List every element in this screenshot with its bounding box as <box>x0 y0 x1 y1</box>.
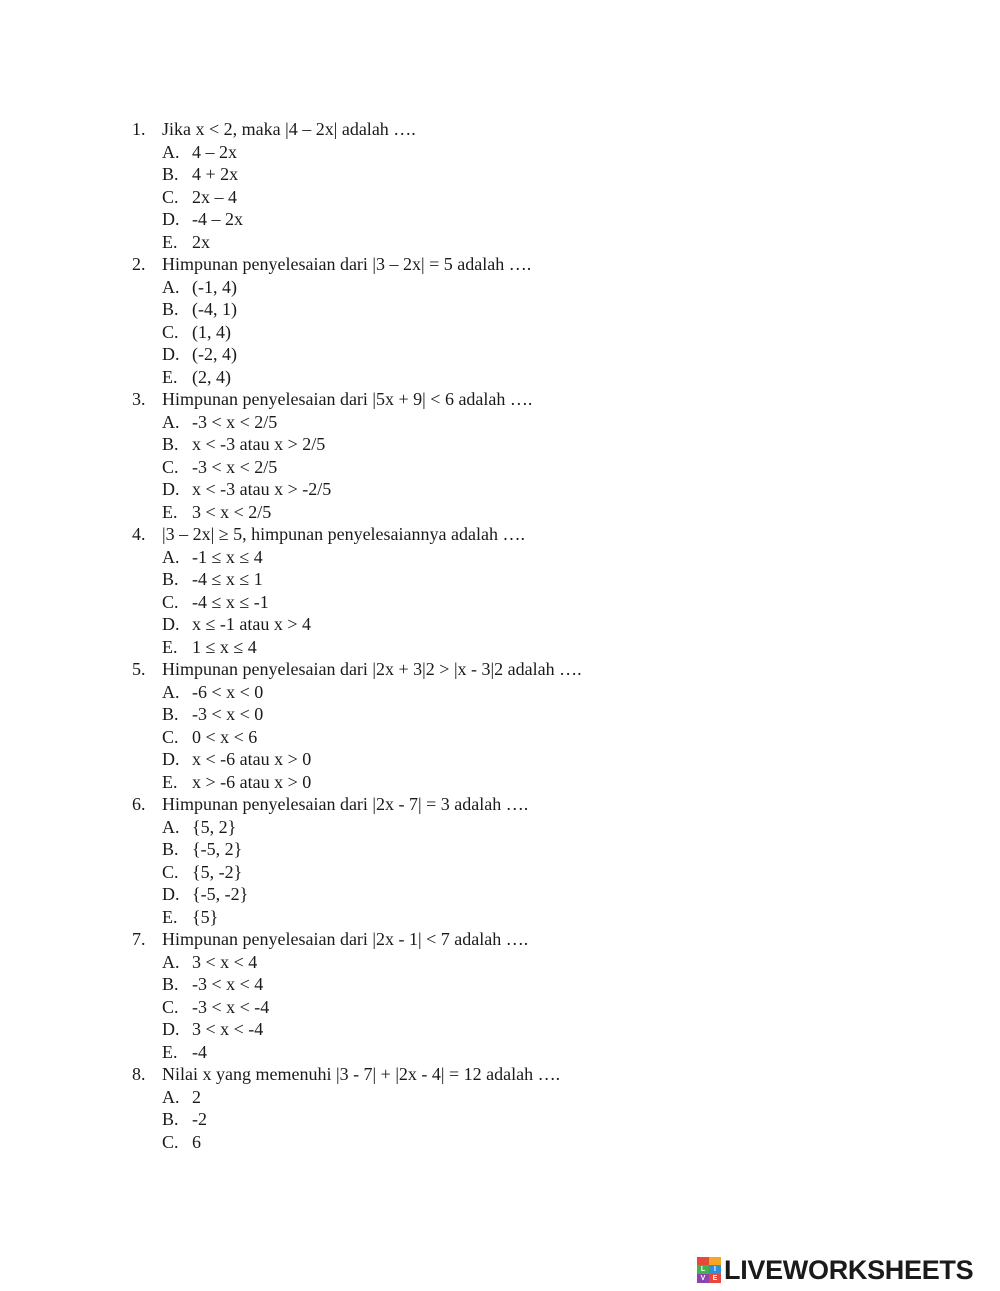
option-letter: E. <box>162 906 178 927</box>
question-number: 3. <box>132 389 146 409</box>
option-letter: C. <box>162 591 179 612</box>
option-text: -4 <box>192 1041 207 1062</box>
option-text: 4 + 2x <box>192 164 239 184</box>
option-letter: C. <box>162 321 179 342</box>
option-letter: A. <box>162 546 180 567</box>
option-letter: B. <box>162 704 179 724</box>
option-letter: A. <box>162 816 180 837</box>
question-text: Himpunan penyelesaian dari |2x - 1| < 7 adalah …. <box>162 929 529 949</box>
option-letter: B. <box>162 569 179 589</box>
option-text: (-4, 1) <box>192 299 237 319</box>
option-letter: B. <box>162 974 179 994</box>
logo-tile <box>709 1257 721 1265</box>
option-text: -3 < x < 4 <box>192 974 264 994</box>
question-number: 6. <box>132 794 146 814</box>
question-number: 1. <box>132 119 146 139</box>
option-letter: B. <box>162 1109 179 1129</box>
option-text: -3 < x < 2/5 <box>192 411 278 432</box>
option-text: (-2, 4) <box>192 344 237 364</box>
option-text: 3 < x < 4 <box>192 951 258 972</box>
option-letter: B. <box>162 434 179 454</box>
question-text: Himpunan penyelesaian dari |2x - 7| = 3 adalah …. <box>162 794 529 814</box>
option-text: 1 ≤ x ≤ 4 <box>192 636 257 657</box>
liveworksheets-logo <box>697 1253 973 1287</box>
question-number: 5. <box>132 659 146 679</box>
option-text: {5, -2} <box>192 861 243 882</box>
option-text: -1 ≤ x ≤ 4 <box>192 546 263 567</box>
option-text: 2 <box>192 1086 201 1107</box>
option-letter: A. <box>162 1086 180 1107</box>
option-letter: B. <box>162 164 179 184</box>
option-text: -4 – 2x <box>192 209 243 229</box>
question-text: Nilai x yang memenuhi |3 - 7| + |2x - 4| = 12 adalah …. <box>162 1064 561 1084</box>
option-text: x < -6 atau x > 0 <box>192 749 312 769</box>
option-letter: A. <box>162 276 180 297</box>
option-letter: D. <box>162 209 180 229</box>
option-letter: A. <box>162 681 180 702</box>
option-letter: E. <box>162 231 178 252</box>
option-text: -3 < x < 2/5 <box>192 456 278 477</box>
question-number: 4. <box>132 524 146 544</box>
option-letter: E. <box>162 771 178 792</box>
question-text: Jika x < 2, maka |4 – 2x| adalah …. <box>162 119 416 139</box>
option-letter: B. <box>162 299 179 319</box>
option-text: {-5, 2} <box>192 839 243 859</box>
logo-tile <box>697 1257 709 1265</box>
question-text: Himpunan penyelesaian dari |5x + 9| < 6 adalah …. <box>162 389 533 409</box>
question-text: Himpunan penyelesaian dari |2x + 3|2 > |x - 3|2 adalah …. <box>162 659 582 679</box>
option-text: x > -6 atau x > 0 <box>192 771 312 792</box>
option-text: (2, 4) <box>192 366 231 387</box>
option-letter: D. <box>162 884 180 904</box>
option-letter: D. <box>162 344 180 364</box>
question-text: |3 – 2x| ≥ 5, himpunan penyelesaiannya adalah …. <box>162 524 525 544</box>
option-letter: C. <box>162 456 179 477</box>
option-text: 3 < x < 2/5 <box>192 501 272 522</box>
question-number: 7. <box>132 929 146 949</box>
option-letter: C. <box>162 861 179 882</box>
logo-tile: I <box>709 1265 721 1274</box>
option-text: 6 <box>192 1131 201 1152</box>
brand-name: LIVEWORKSHEETS <box>724 1254 974 1285</box>
option-letter: E. <box>162 501 178 522</box>
option-text: -3 < x < -4 <box>192 996 270 1017</box>
option-letter: C. <box>162 186 179 207</box>
option-letter: A. <box>162 141 180 162</box>
option-letter: C. <box>162 726 179 747</box>
option-text: 0 < x < 6 <box>192 726 258 747</box>
option-letter: E. <box>162 366 178 387</box>
option-text: {5, 2} <box>192 816 237 837</box>
logo-tile: E <box>709 1274 721 1283</box>
question-number: 8. <box>132 1064 146 1084</box>
option-text: -4 ≤ x ≤ -1 <box>192 591 269 612</box>
option-text: 4 – 2x <box>192 141 237 162</box>
option-letter: C. <box>162 996 179 1017</box>
option-text: 3 < x < -4 <box>192 1019 264 1039</box>
question-number: 2. <box>132 254 146 274</box>
option-text: 2x – 4 <box>192 186 237 207</box>
option-letter: A. <box>162 951 180 972</box>
option-letter: D. <box>162 749 180 769</box>
option-text: x < -3 atau x > 2/5 <box>192 434 326 454</box>
option-letter: C. <box>162 1131 179 1152</box>
option-letter: D. <box>162 1019 180 1039</box>
option-letter: D. <box>162 614 180 634</box>
question-text: Himpunan penyelesaian dari |3 – 2x| = 5 adalah …. <box>162 254 532 274</box>
option-letter: E. <box>162 636 178 657</box>
logo-tile: L <box>697 1265 709 1274</box>
option-letter: B. <box>162 839 179 859</box>
option-text: x < -3 atau x > -2/5 <box>192 479 332 499</box>
option-text: 2x <box>192 231 210 252</box>
option-text: (1, 4) <box>192 321 231 342</box>
option-text: -6 < x < 0 <box>192 681 264 702</box>
option-text: {-5, -2} <box>192 884 249 904</box>
option-text: -3 < x < 0 <box>192 704 264 724</box>
option-text: (-1, 4) <box>192 276 237 297</box>
option-text: {5} <box>192 906 219 927</box>
option-letter: E. <box>162 1041 178 1062</box>
option-text: -2 <box>192 1109 207 1129</box>
logo-tile: V <box>697 1274 709 1283</box>
option-text: x ≤ -1 atau x > 4 <box>192 614 312 634</box>
liveworksheets-logo-mark <box>697 1257 721 1283</box>
option-letter: A. <box>162 411 180 432</box>
option-text: -4 ≤ x ≤ 1 <box>192 569 263 589</box>
option-letter: D. <box>162 479 180 499</box>
